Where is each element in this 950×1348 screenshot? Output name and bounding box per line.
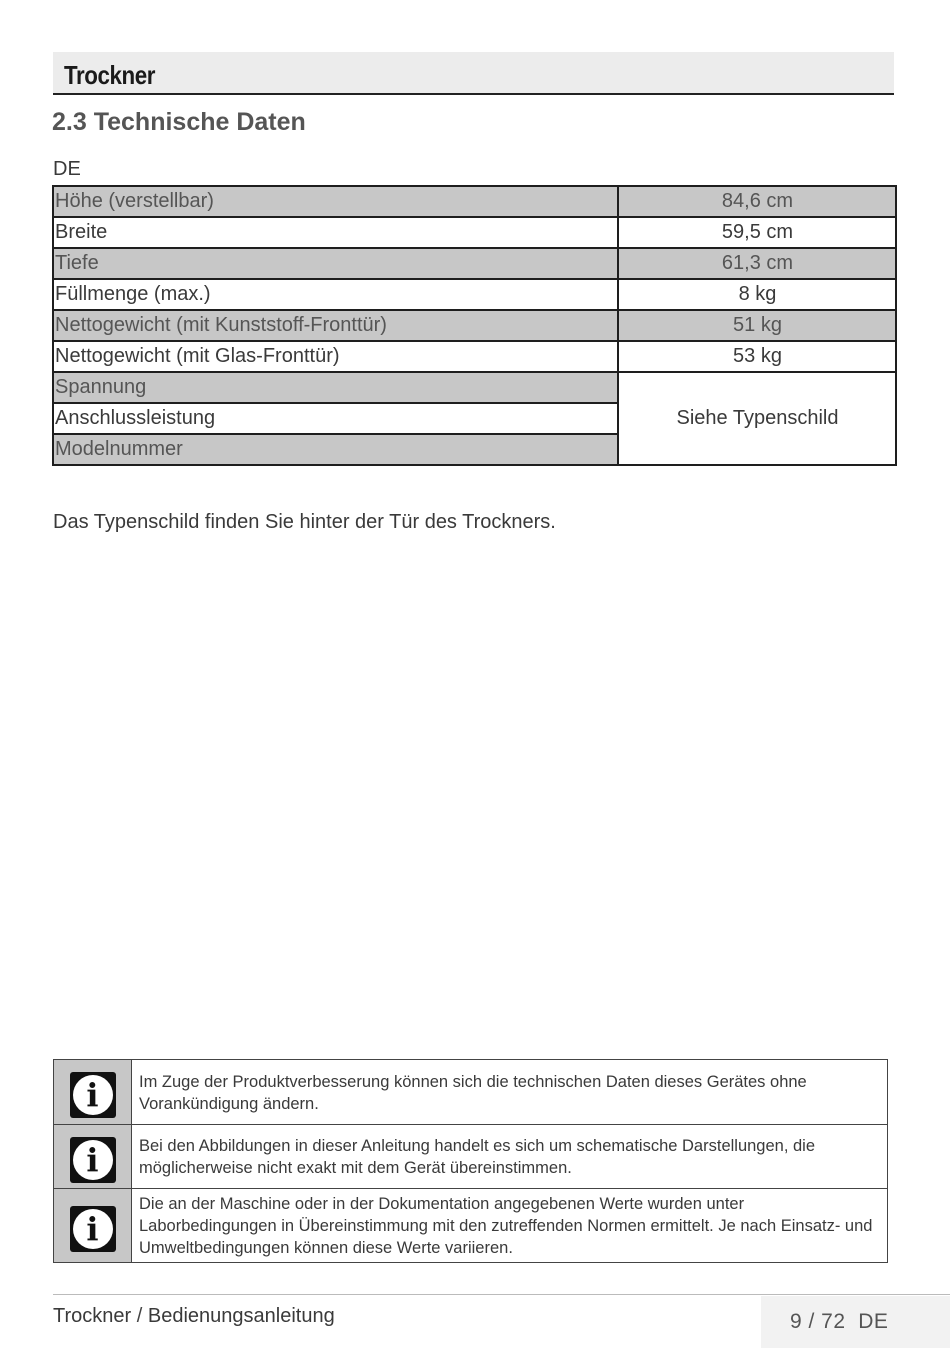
notice-icon-cell: [54, 1060, 132, 1125]
spec-value: 61,3 cm: [618, 248, 896, 279]
page-count: 9 / 72: [790, 1310, 846, 1333]
notice-text: Im Zuge der Produktverbesserung können sich die technischen Daten dieses Gerätes ohne Vorankündigung ändern.: [132, 1060, 888, 1125]
info-icon: i: [70, 1072, 116, 1118]
footer-divider: [53, 1294, 950, 1295]
notice-text: Die an der Maschine oder in der Dokumentation angegebenen Werte wurden unter Laborbedingungen in Übereinstimmung mit den zutreffenden Normen ermittelt. Je nach Einsatz- und Umweltbedingungen können diese Werte variieren.: [132, 1189, 888, 1263]
spec-label: Breite: [53, 217, 618, 248]
language-label: DE: [53, 158, 81, 180]
spec-label: Nettogewicht (mit Kunststoff-Fronttür): [53, 310, 618, 341]
footer-lang: DE: [858, 1310, 889, 1333]
spec-value: 59,5 cm: [618, 217, 896, 248]
table-row: [53, 372, 896, 403]
page-number: [790, 1310, 888, 1334]
spec-label: Höhe (verstellbar): [53, 186, 618, 217]
footer-product: Trockner: [53, 1305, 132, 1327]
spec-label: Anschlussleistung: [53, 403, 618, 434]
spec-value: 8 kg: [618, 279, 896, 310]
table-row: [53, 248, 896, 279]
info-icon: i: [70, 1137, 116, 1183]
notice-text: Bei den Abbildungen in dieser Anleitung handelt es sich um schematische Darstellungen, die möglicherweise nicht exakt mit dem Gerät übereinstimmen.: [132, 1125, 888, 1189]
spec-label: Tiefe: [53, 248, 618, 279]
spec-value: 51 kg: [618, 310, 896, 341]
header-title: Trockner: [64, 60, 156, 90]
notice-row: [54, 1125, 888, 1189]
table-row: [53, 341, 896, 372]
section-heading: 2.3 Technische Daten: [52, 108, 306, 136]
spec-label: Modelnummer: [53, 434, 618, 465]
spec-label: Spannung: [53, 372, 618, 403]
table-row: [53, 217, 896, 248]
spec-label: Nettogewicht (mit Glas-Fronttür): [53, 341, 618, 372]
spec-table: [52, 185, 897, 466]
table-row: [53, 279, 896, 310]
info-icon: i: [70, 1206, 116, 1252]
table-row: [53, 310, 896, 341]
notice-row: [54, 1060, 888, 1125]
table-row: [53, 186, 896, 217]
spec-value: 53 kg: [618, 341, 896, 372]
notice-table: [53, 1059, 888, 1263]
notice-row: [54, 1189, 888, 1263]
notice-icon-cell: [54, 1189, 132, 1263]
footer-separator: /: [136, 1305, 143, 1327]
footer-doc-type: Bedienungsanleitung: [147, 1305, 335, 1327]
spec-merged-value: Siehe Typenschild: [618, 372, 896, 465]
spec-value: 84,6 cm: [618, 186, 896, 217]
page-header: [53, 52, 894, 95]
footer-doc-title: [53, 1305, 335, 1328]
spec-label: Füllmenge (max.): [53, 279, 618, 310]
table-note: Das Typenschild finden Sie hinter der Tür des Trockners.: [53, 511, 556, 533]
notice-icon-cell: [54, 1125, 132, 1189]
